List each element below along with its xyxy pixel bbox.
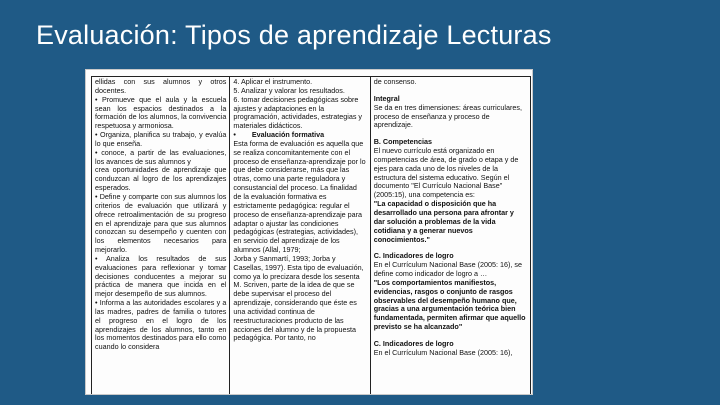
indicadores-body-2: En el Currículum Nacional Base (2005: 16),	[373, 347, 513, 357]
column1-line: • Define y comparte con sus alumnos los criterios de evaluación que utilizará y ofrece retroalimentación de su progreso en el aprendizaje para que sus alumnos conozcan su desempeño y cuenten con los elementos necesarios para mejorarlo.	[95, 191, 229, 255]
indicadores-heading-2: C. Indicadores de logro	[373, 338, 454, 348]
formative-evaluation-body-2: Jorba y Sanmartí, 1993; Jorba y Casellas, 1997). Esta tipo de evaluación, como ya lo precizara desde los sesenta M. Scriven, parte de la idea de que se debe supervisar el proceso del aprendizaje, considerando que éste es una actividad continua de reestructuraciones producto de las acciones del alumno y de la propuesta pedagógica. Por tanto, no	[233, 253, 366, 343]
document-column-3	[371, 77, 530, 395]
column2-list-item: 6. tomar decisiones pedagógicas sobre ajustes y adaptaciones en la programación, actividades, estrategias y materiales didácticos.	[233, 94, 365, 131]
document-column-2	[230, 77, 370, 395]
competencias-heading: B. Competencias	[373, 137, 433, 147]
column2-list-item: 5. Analizar y valorar los resultados.	[233, 85, 345, 95]
integral-body: Se da en tres dimensiones: áreas curriculares, proceso de enseñanza y proceso de aprendizaje.	[373, 102, 524, 130]
formative-evaluation-heading: • Evaluación formativa	[233, 130, 325, 140]
slide-title: Evaluación: Tipos de aprendizaje Lecturas	[36, 20, 552, 50]
indicadores-body: En el Currículum Nacional Base (2005: 16), se define como indicador de logro a …	[373, 260, 524, 279]
document-table	[91, 76, 531, 395]
indicadores-heading: C. Indicadores de logro	[373, 251, 454, 261]
column3-intro: de consenso.	[373, 77, 417, 86]
formative-evaluation-body: Esta forma de evaluación es aquella que se realiza concomitantemente con el proceso de enseñanza-aprendizaje por lo que debe considerarse, más que las otras, como una parte reguladora y consustancial del proceso. La finalidad de la evaluación formativa es estrictamente pedagógica: regular el proceso de enseñanza-aprendizaje para adaptar o ajustar las condiciones pedagógicas (estrategias, actividades), en servicio del aprendizaje de los alumnos (Allal, 1979;	[233, 138, 368, 255]
column1-line: ellidas con sus alumnos y otros docentes.	[95, 77, 229, 95]
column2-list-item: 4. Aplicar el instrumento.	[233, 77, 313, 86]
competencias-quote: "La capacidad o disposición que ha desarrollado una persona para afrontar y dar solución a problemas de la vida cotidiana y a generar nuevos conocimientos."	[373, 199, 516, 244]
column1-line: • Analiza los resultados de sus evaluaciones para reflexionar y tomar decisiones conducentes a mejorar su práctica de manera que incida en el mejor desempeño de sus alumnos.	[95, 253, 229, 299]
column1-line: • Organiza, planifica su trabajo, y evalúa lo que enseña.	[95, 130, 229, 148]
column1-line: • Informa a las autoridades escolares y a las madres, padres de familia o tutores el progreso en el logro de los aprendizajes de los alumnos, tanto en los momentos destinados para ello como cuando lo considera	[95, 298, 229, 352]
competencias-body: El nuevo currículo está organizado en competencias de área, de grado o etapa y de ejes para cada uno de los niveles de la estructura del sistema educativo. Según el documento "El Currículo Nacional Base" (2005:15), una competencia es:	[373, 146, 521, 200]
integral-heading: Integral	[373, 93, 400, 103]
column1-line: crea oportunidades de aprendizaje que conduzcan al logro de los aprendizajes esperados.	[95, 165, 229, 193]
indicadores-quote: "Los comportamientos manifiestos, evidencias, rasgos o conjunto de rasgos observables del desempeño humano que, gracias a una argumentación teórica bien fundamentada, permiten afirmar que aquello previsto se ha alcanzado"	[373, 277, 528, 332]
document-image	[85, 69, 533, 395]
column1-line: • conoce, a partir de las evaluaciones, los avances de sus alumnos y	[95, 147, 229, 166]
column1-line: • Promueve que el aula y la escuela sean los espacios destinados a la formación de los alumnos, la convivencia respetuosa y armoniosa.	[95, 94, 229, 131]
document-column-1	[92, 77, 230, 395]
